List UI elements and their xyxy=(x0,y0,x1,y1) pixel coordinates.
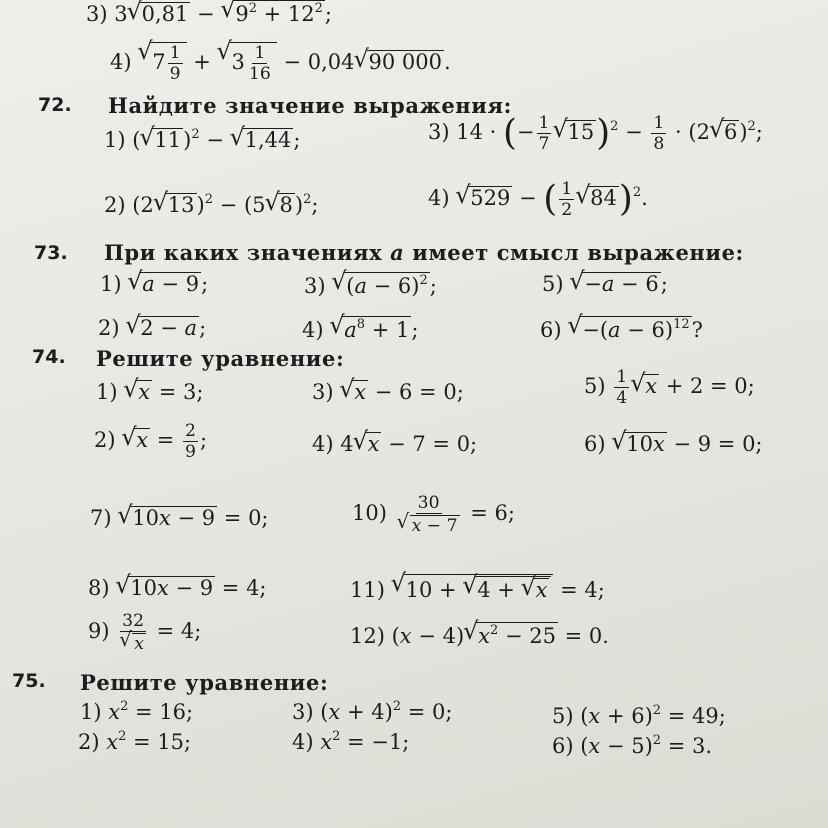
ex74-item-11: 11) √ 10 + √ 4 + √ x = 4; xyxy=(350,574,605,601)
exercise-title: Найдите значение выражения: xyxy=(108,93,512,118)
exercise-number: 74. xyxy=(32,346,66,368)
exercise-title: Решите уравнение: xyxy=(80,670,329,695)
ex74-item-9: 9) 32 √ x = 4; xyxy=(88,612,201,653)
ex74-item-4: 4) 4√ x − 7 = 0; xyxy=(312,432,477,455)
exercise-number: 73. xyxy=(34,242,68,264)
ex75-item-5: 5) $(x + 6)^2 = 49$; xyxy=(552,703,726,729)
ex75-item-4: 4) $x^2 = -1$; xyxy=(292,729,410,755)
ex73-item-1: 1) √ a − 9; xyxy=(100,272,208,295)
ex75-item-3: 3) $(x + 4)^2 = 0$; xyxy=(292,699,453,725)
ex73-item-3: 3) √ $(a - 6)^2$; xyxy=(304,272,437,297)
prev-item-3: 3) 3√ 0,81 − √ $9^2 + 12^2$; xyxy=(86,0,332,25)
ex75-item-6: 6) $(x - 5)^2 = 3$. xyxy=(552,733,713,759)
exercise-title: При каких значениях a имеет смысл выражение: xyxy=(104,240,744,265)
ex74-item-8: 8) √ 10x − 9 = 4; xyxy=(88,576,267,599)
ex72-item-4: 4) √ 529 − ( $\frac{1}{2}$ √ 84)$^2$. xyxy=(428,180,648,219)
ex75-item-1: 1) $x^2 = 16$; xyxy=(80,699,194,725)
ex74-item-12: 12) (x − 4)√ $x^2 - 25 = 0$. xyxy=(350,622,609,647)
exercise-number: 75. xyxy=(12,670,46,692)
ex73-item-6: 6) √ $-(a - 6)^{12}$? xyxy=(540,316,703,341)
ex74-item-6: 6) √ 10x − 9 = 0; xyxy=(584,432,763,455)
ex72-item-3: 3) 14 · (− $\frac{1}{7}$ √ 15)$^2$ − $\frac{1}{8}$ · (2√ 6)$^2$; xyxy=(428,114,763,153)
ex74-item-1: 1) √ x = 3; xyxy=(96,380,203,403)
ex72-item-2: 2) (2√ 13)$^2$ − (5√ 8)$^2$; xyxy=(104,193,318,216)
exercise-title: Решите уравнение: xyxy=(96,346,345,371)
prev-item-4: 4) √ 7 $\frac{1}{9}$ + √ 3 $\frac{1}{16}$ − 0,04√ 90 000. xyxy=(110,42,451,83)
ex73-item-4: 4) √ $a^8 + 1$; xyxy=(302,316,418,341)
ex72-item-1: 1) (√ 11)$^2$ − √ 1,44; xyxy=(104,128,300,151)
ex73-item-5: 5) √ −a − 6; xyxy=(542,272,668,295)
exercise-number: 72. xyxy=(38,94,72,116)
ex74-item-3: 3) √ x − 6 = 0; xyxy=(312,380,464,403)
ex74-item-2: 2) √ x = $\frac{2}{9}$ ; xyxy=(94,422,207,461)
ex74-item-10: 10) 30 √ x − 7 = 6; xyxy=(352,494,515,535)
ex74-item-5: 5) $\frac{1}{4}$ √ x + 2 = 0; xyxy=(584,368,755,407)
ex73-item-2: 2) √ 2 − a; xyxy=(98,316,206,339)
ex74-item-7: 7) √ 10x − 9 = 0; xyxy=(90,506,269,529)
ex75-item-2: 2) $x^2 = 15$; xyxy=(78,729,192,755)
